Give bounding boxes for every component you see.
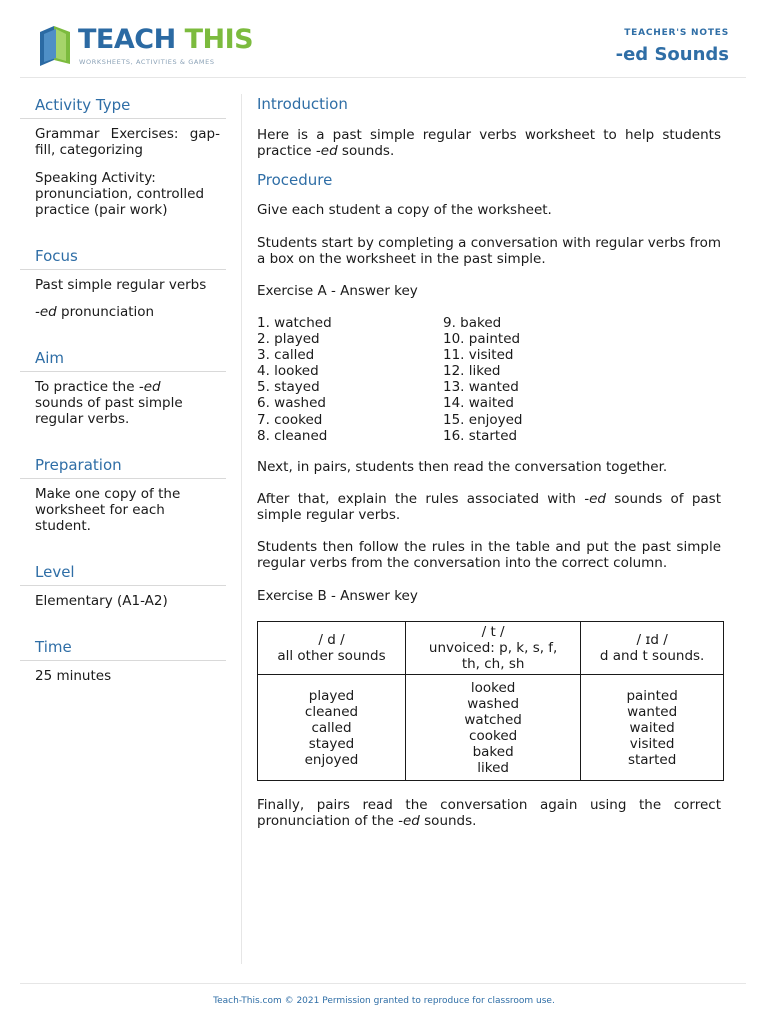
- list-item: 6. washed: [257, 395, 326, 412]
- list-item: 2. played: [257, 331, 320, 348]
- page-header: [20, 0, 746, 78]
- focus-line1: Past simple regular verbs: [35, 277, 207, 293]
- list-item: 13. wanted: [443, 379, 519, 396]
- list-item: 7. cooked: [257, 411, 323, 428]
- sidebar: [20, 94, 226, 684]
- activity-type-heading: Activity Type: [20, 94, 226, 119]
- exercise-b-label: Exercise B - Answer key: [257, 588, 418, 604]
- introduction-heading: Introduction: [257, 95, 348, 113]
- list-item: 11. visited: [443, 347, 514, 364]
- teach-this-logo[interactable]: [36, 24, 254, 68]
- list-item: 4. looked: [257, 363, 319, 380]
- list-item: 9. baked: [443, 315, 502, 331]
- exercise-a-key-right: [443, 315, 523, 444]
- level-text: Elementary (A1-A2): [35, 593, 168, 609]
- table-cell-id-verbs: painted wanted waited visited started: [581, 675, 724, 781]
- table-header-t: / t / unvoiced: p, k, s, f, th, ch, sh: [406, 622, 581, 675]
- list-item: 1. watched: [257, 315, 332, 331]
- preparation-text: Make one copy of the worksheet for each student.: [35, 486, 181, 534]
- introduction-text: Here is a past simple regular verbs worksheet to help students practice -ed sounds.: [257, 127, 721, 160]
- focus-section: [20, 245, 226, 320]
- list-item: 8. cleaned: [257, 427, 328, 444]
- level-section: [20, 561, 226, 609]
- table-header-d: / d / all other sounds: [258, 622, 406, 675]
- aim-heading: Aim: [20, 347, 226, 372]
- procedure-step-2: Students start by completing a conversation with regular verbs from a box on the worksheet in the past simple.: [257, 235, 721, 268]
- list-item: 10. painted: [443, 331, 521, 348]
- aim-section: [20, 347, 226, 427]
- time-text: 25 minutes: [35, 668, 112, 684]
- time-heading: Time: [20, 636, 226, 661]
- exercise-a-label: Exercise A - Answer key: [257, 283, 418, 299]
- activity-type-line2: Speaking Activity: pronunciation, controlled practice (pair work): [35, 170, 205, 218]
- procedure-step-3: Next, in pairs, students then read the conversation together.: [257, 459, 668, 475]
- exercise-b-answer-table: [257, 621, 724, 781]
- column-divider: [241, 94, 242, 964]
- time-section: [20, 636, 226, 684]
- preparation-section: [20, 454, 226, 534]
- page-title: -ed Sounds: [615, 44, 729, 65]
- teachers-notes-label: TEACHER'S NOTES: [624, 28, 729, 38]
- exercise-a-key-left: [257, 315, 332, 444]
- focus-heading: Focus: [20, 245, 226, 270]
- table-cell-d-verbs: played cleaned called stayed enjoyed: [258, 675, 406, 781]
- list-item: 15. enjoyed: [443, 411, 523, 428]
- logo-tagline: WORKSHEETS, ACTIVITIES & GAMES: [79, 58, 215, 66]
- procedure-step-4: After that, explain the rules associated with -ed sounds of past simple regular verbs.: [257, 491, 721, 524]
- level-heading: Level: [20, 561, 226, 586]
- table-header-id: / ɪd / d and t sounds.: [581, 622, 724, 675]
- table-cell-t-verbs: looked washed watched cooked baked liked: [406, 675, 581, 781]
- procedure-step-5: Students then follow the rules in the table and put the past simple regular verbs from the conversation into the correct column.: [257, 539, 721, 572]
- list-item: 3. called: [257, 347, 315, 364]
- list-item: 16. started: [443, 427, 518, 444]
- list-item: 14. waited: [443, 395, 514, 412]
- focus-line2: -ed pronunciation: [35, 304, 155, 320]
- activity-type-line1: Grammar Exercises: gap-fill, categorizing: [35, 126, 220, 158]
- aim-text: To practice the -ed sounds of past simple regular verbs.: [35, 379, 183, 427]
- book-icon: [36, 24, 76, 68]
- procedure-step-1: Give each student a copy of the worksheet.: [257, 202, 552, 218]
- list-item: 5. stayed: [257, 379, 320, 396]
- activity-type-section: [20, 94, 226, 218]
- footer-divider: [20, 983, 746, 984]
- logo-wordmark: TEACH THIS: [78, 24, 254, 55]
- procedure-heading: Procedure: [257, 171, 333, 189]
- preparation-heading: Preparation: [20, 454, 226, 479]
- footer-copyright: Teach-This.com © 2021 Permission granted to reproduce for classroom use.: [213, 996, 555, 1006]
- procedure-step-6: Finally, pairs read the conversation again using the correct pronunciation of the -ed sounds.: [257, 797, 721, 830]
- list-item: 12. liked: [443, 363, 501, 380]
